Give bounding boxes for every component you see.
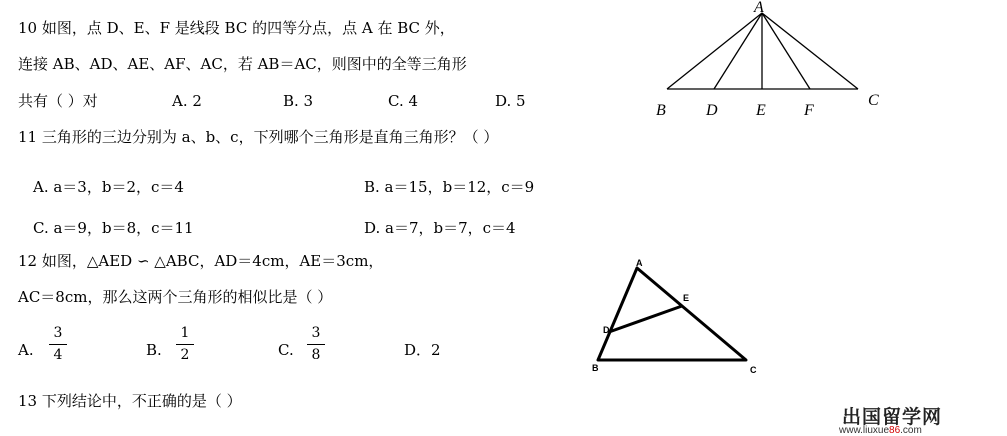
segment-ac bbox=[762, 13, 858, 89]
q10-option-d: D. 5 bbox=[495, 92, 526, 110]
watermark-url-pre: www.liuxue bbox=[839, 425, 890, 436]
q10-option-a: A. 2 bbox=[172, 92, 202, 110]
watermark-logo-text: 出国留学网 bbox=[842, 406, 943, 428]
point-f-label: F bbox=[804, 102, 814, 119]
segment-ad bbox=[714, 13, 762, 89]
point-a-label: A bbox=[636, 258, 643, 268]
segment-ab bbox=[667, 13, 762, 89]
q12-option-b-letter: B. bbox=[146, 341, 162, 359]
fraction-bar bbox=[176, 344, 194, 345]
q12-option-b-numerator: 1 bbox=[180, 325, 190, 341]
q10-line1: 10 如图，点 D、E、F 是线段 BC 的四等分点，点 A 在 BC 外， bbox=[18, 19, 455, 37]
q12-option-c-fraction bbox=[307, 325, 325, 363]
q12-option-a-letter: A. bbox=[18, 341, 34, 359]
q12-option-c-numerator: 3 bbox=[311, 325, 321, 341]
q11-option-d: D. a＝7，b＝7，c＝4 bbox=[364, 219, 516, 237]
q12-line1: 12 如图，△AED ∽ △ABC，AD＝4cm，AE＝3cm， bbox=[18, 252, 384, 270]
q12-option-c-letter: C. bbox=[278, 341, 294, 359]
q12-option-b-denominator: 2 bbox=[180, 347, 190, 363]
watermark-url-num: 86 bbox=[889, 425, 901, 436]
watermark-url-post: .com bbox=[900, 425, 922, 436]
point-c-label: C bbox=[750, 365, 757, 375]
point-e-label: E bbox=[756, 102, 766, 119]
q13-stem: 13 下列结论中，不正确的是（ ） bbox=[18, 392, 242, 410]
q12-option-a-fraction bbox=[49, 325, 67, 363]
q12-option-b-fraction bbox=[176, 325, 194, 363]
q10-line2: 连接 AB、AD、AE、AF、AC，若 AB＝AC，则图中的全等三角形 bbox=[18, 55, 467, 73]
q12-option-c-denominator: 8 bbox=[311, 347, 321, 363]
q12-line2: AC＝8cm，那么这两个三角形的相似比是（ ） bbox=[18, 288, 333, 306]
q11-option-b: B. a＝15，b＝12，c＝9 bbox=[364, 178, 535, 196]
point-d-label: D bbox=[603, 325, 610, 335]
point-d-label: D bbox=[706, 102, 718, 119]
watermark-url bbox=[839, 425, 922, 436]
point-b-label: B bbox=[656, 102, 666, 119]
q11-stem: 11 三角形的三边分别为 a、b、c，下列哪个三角形是直角三角形？（ ） bbox=[18, 128, 499, 146]
q11-option-a: A. a＝3，b＝2，c＝4 bbox=[33, 178, 184, 196]
fraction-bar bbox=[49, 344, 67, 345]
q10-option-b: B. 3 bbox=[283, 92, 314, 110]
point-b-label: B bbox=[592, 363, 599, 373]
q10-figure bbox=[650, 0, 900, 120]
q12-option-d: D．2 bbox=[404, 341, 441, 359]
q11-option-c: C. a＝9，b＝8，c＝11 bbox=[33, 219, 194, 237]
q12-option-a-denominator: 4 bbox=[53, 347, 63, 363]
point-a-label: A bbox=[754, 0, 764, 16]
triangle-abc bbox=[598, 268, 746, 360]
fraction-bar bbox=[307, 344, 325, 345]
point-c-label: C bbox=[868, 92, 879, 109]
segment-af bbox=[762, 13, 810, 89]
q10-option-c: C. 4 bbox=[388, 92, 419, 110]
q12-figure bbox=[580, 250, 770, 380]
point-e-label: E bbox=[683, 293, 690, 303]
q10-line3: 共有（ ）对 bbox=[18, 92, 98, 110]
q12-option-a-numerator: 3 bbox=[53, 325, 63, 341]
